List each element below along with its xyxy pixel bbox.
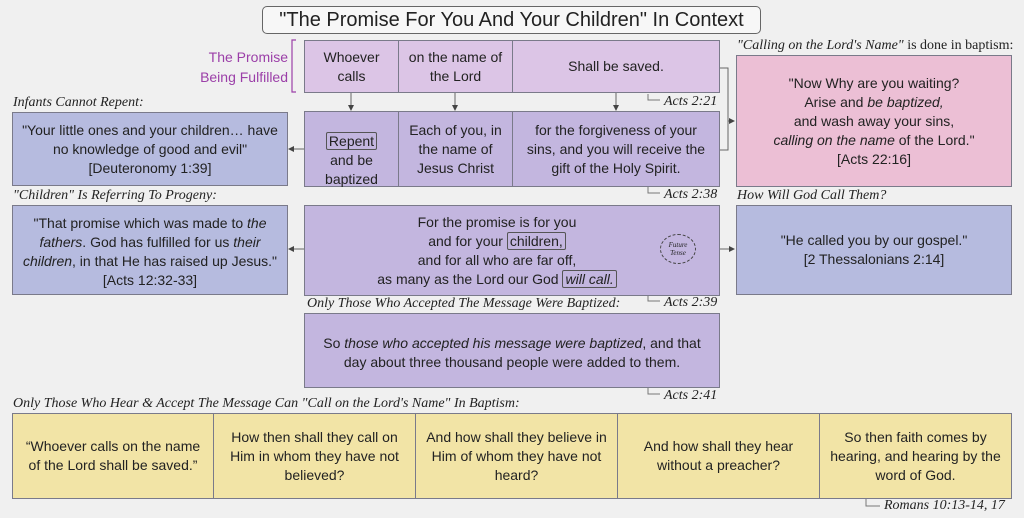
infants-cite: [Deuteronomy 1:39] — [88, 159, 212, 176]
romans-cell-1: “Whoever calls on the name of the Lord shall be saved.” — [12, 413, 214, 499]
promise-line3: and for all who are far off, — [417, 251, 577, 268]
romans-cell-4: And how shall they hear without a preacher? — [617, 413, 820, 499]
accepted-t2: those who accepted his message were baptized — [344, 335, 643, 351]
ref-acts-2-21: Acts 2:21 — [664, 94, 718, 109]
calling-line3: and wash away your sins, — [793, 112, 955, 129]
infants-caption: Infants Cannot Repent: — [13, 95, 144, 110]
ref-acts-2-38: Acts 2:38 — [664, 187, 718, 202]
god-call-quote: "He called you by our gospel." — [780, 232, 968, 248]
accepted-t1: So — [323, 335, 345, 351]
calling-line2a: Arise and — [804, 93, 868, 110]
romans-caption: Only Those Who Hear & Accept The Message Can "Call on the Lord's Name" In Baptism: — [13, 396, 520, 411]
progeny-q1: "That promise which was made to — [33, 215, 248, 231]
second-cell-repent — [304, 111, 399, 187]
accepted-box — [304, 313, 720, 388]
children-highlight: children, — [507, 232, 566, 250]
god-call-box — [736, 205, 1012, 295]
will-call-highlight: will call. — [562, 270, 616, 288]
god-call-cite: [2 Thessalonians 2:14] — [803, 251, 945, 267]
god-call-caption: How Will God Call Them? — [737, 188, 887, 203]
promise-box — [304, 205, 720, 296]
calling-caption-rest: is done in baptism: — [903, 38, 1014, 53]
progeny-cite: [Acts 12:32-33] — [102, 272, 198, 288]
progeny-q5: , in that He has raised up Jesus." — [72, 253, 277, 269]
top-cell-name-of-lord: on the name of the Lord — [398, 40, 513, 93]
accepted-caption: Only Those Who Accepted The Message Were Baptized: — [307, 296, 621, 311]
calling-caption-italic: "Calling on the Lord's Name" — [737, 38, 904, 53]
calling-caption — [737, 38, 1013, 54]
calling-line1: "Now Why are you waiting? — [788, 74, 960, 91]
future-tense-bubble: Future Tense — [660, 234, 696, 264]
promise-line1: For the promise is for you — [417, 213, 577, 230]
romans-cell-3: And how shall they believe in Him of whom they have not heard? — [415, 413, 618, 499]
infants-quote: "Your little ones and your children… have no knowledge of good and evil" — [22, 121, 278, 157]
infants-box — [12, 112, 288, 186]
progeny-caption: "Children" Is Referring To Progeny: — [13, 188, 217, 203]
top-cell-whoever-calls: Whoever calls — [304, 40, 399, 93]
calling-line4b: of the Lord." — [894, 131, 975, 148]
promise-line4a: as many as the Lord our God — [377, 270, 563, 287]
page-title: "The Promise For You And Your Children" In Context — [262, 6, 761, 34]
progeny-q3: . God has fulfilled for us — [82, 234, 234, 250]
romans-cell-2: How then shall they call on Him in whom they have not believed? — [213, 413, 416, 499]
second-cell-forgiveness: for the forgiveness of your sins, and you will receive the gift of the Holy Spirit. — [512, 111, 720, 187]
repent-rest: and be baptized — [325, 152, 378, 187]
promise-line2a: and for your — [428, 232, 507, 249]
calling-line2b: be baptized, — [867, 93, 944, 110]
ref-acts-2-41: Acts 2:41 — [664, 388, 718, 403]
calling-line4a: calling on the name — [773, 131, 895, 148]
progeny-q4: their children — [23, 234, 261, 269]
ref-romans-10: Romans 10:13-14, 17 — [884, 498, 1005, 513]
calling-cite: [Acts 22:16] — [837, 150, 911, 167]
romans-cell-5: So then faith comes by hearing, and hearing by the word of God. — [819, 413, 1012, 499]
top-cell-shall-be-saved: Shall be saved. — [512, 40, 720, 93]
accepted-t3: , and that day about three thousand people were added to them. — [343, 335, 701, 370]
promise-fulfilled-label: The Promise Being Fulfilled — [200, 49, 288, 85]
calling-box — [736, 55, 1012, 187]
ref-acts-2-39: Acts 2:39 — [664, 295, 718, 310]
second-cell-each-of-you: Each of you, in the name of Jesus Christ — [398, 111, 513, 187]
progeny-box — [12, 205, 288, 295]
repent-highlight: Repent — [326, 132, 377, 150]
progeny-q2: the fathers — [39, 215, 267, 250]
